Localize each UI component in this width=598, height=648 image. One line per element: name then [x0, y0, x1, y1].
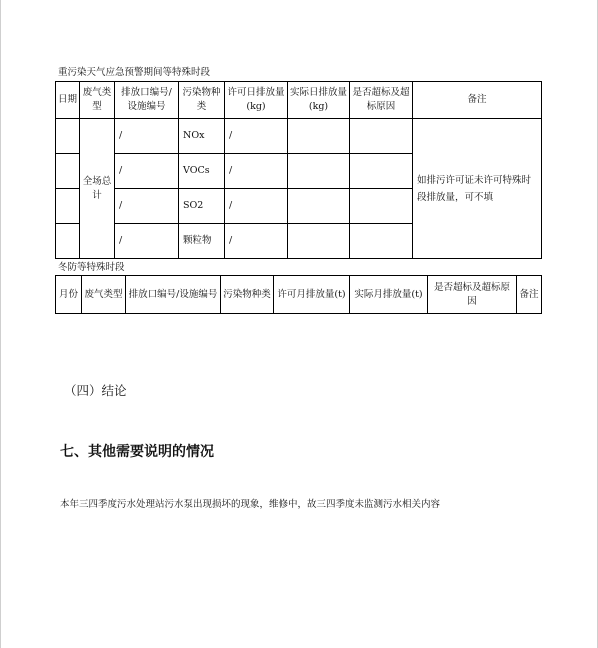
- table1-header-row: [56, 82, 542, 119]
- note-cell: 如排污许可证未许可特殊时段排放量，可不填: [413, 119, 542, 259]
- outlet-cell: /: [115, 189, 179, 224]
- table2-caption: 冬防等特殊时段: [58, 262, 125, 273]
- actual-cell: [288, 224, 350, 259]
- permit-cell: /: [225, 224, 288, 259]
- header-actual-daily: 实际日排放量(kg): [288, 82, 350, 119]
- header-permit-monthly: 许可月排放量(t): [274, 276, 350, 314]
- exceed-cell: [350, 119, 413, 154]
- exceed-cell: [350, 154, 413, 189]
- table-row: [56, 119, 542, 154]
- date-cell: [56, 189, 80, 224]
- header-exceed: 是否超标及超标原因: [428, 276, 517, 314]
- winter-period-monthly-table: [55, 275, 542, 314]
- header-date: 日期: [56, 82, 80, 119]
- header-note: 备注: [517, 276, 542, 314]
- header-outlet: 排放口编号/设施编号: [126, 276, 221, 314]
- header-gas-type: 废气类型: [82, 276, 126, 314]
- header-exceed: 是否超标及超标原因: [350, 82, 413, 119]
- gas-type-cell: 全场总计: [80, 119, 115, 259]
- header-permit-daily: 许可日排放量(kg): [225, 82, 288, 119]
- pollutant-cell: SO2: [179, 189, 225, 224]
- header-note: 备注: [413, 82, 542, 119]
- exceed-cell: [350, 189, 413, 224]
- pollutant-cell: NOx: [179, 119, 225, 154]
- table2-header-row: [56, 276, 542, 314]
- outlet-cell: /: [115, 119, 179, 154]
- special-period-daily-table: [55, 81, 542, 259]
- permit-cell: /: [225, 119, 288, 154]
- table1-caption: 重污染天气应急预警期间等特殊时段: [58, 67, 211, 78]
- header-month: 月份: [56, 276, 82, 314]
- outlet-cell: /: [115, 224, 179, 259]
- date-cell: [56, 119, 80, 154]
- date-cell: [56, 154, 80, 189]
- actual-cell: [288, 154, 350, 189]
- body-paragraph: 本年三四季度污水处理站污水泵出现损坏的现象，维修中，故三四季度未监测污水相关内容: [60, 499, 441, 510]
- permit-cell: /: [225, 189, 288, 224]
- header-pollutant: 污染物种类: [221, 276, 274, 314]
- actual-cell: [288, 119, 350, 154]
- chapter-heading: 七、其他需要说明的情况: [60, 444, 214, 460]
- section-title: （四）结论: [64, 383, 127, 398]
- date-cell: [56, 224, 80, 259]
- exceed-cell: [350, 224, 413, 259]
- header-outlet: 排放口编号/设施编号: [115, 82, 179, 119]
- outlet-cell: /: [115, 154, 179, 189]
- page-edge-left: [0, 0, 1, 648]
- header-actual-monthly: 实际月排放量(t): [350, 276, 428, 314]
- permit-cell: /: [225, 154, 288, 189]
- pollutant-cell: 颗粒物: [179, 224, 225, 259]
- actual-cell: [288, 189, 350, 224]
- header-pollutant: 污染物种类: [179, 82, 225, 119]
- pollutant-cell: VOCs: [179, 154, 225, 189]
- header-gas-type: 废气类型: [80, 82, 115, 119]
